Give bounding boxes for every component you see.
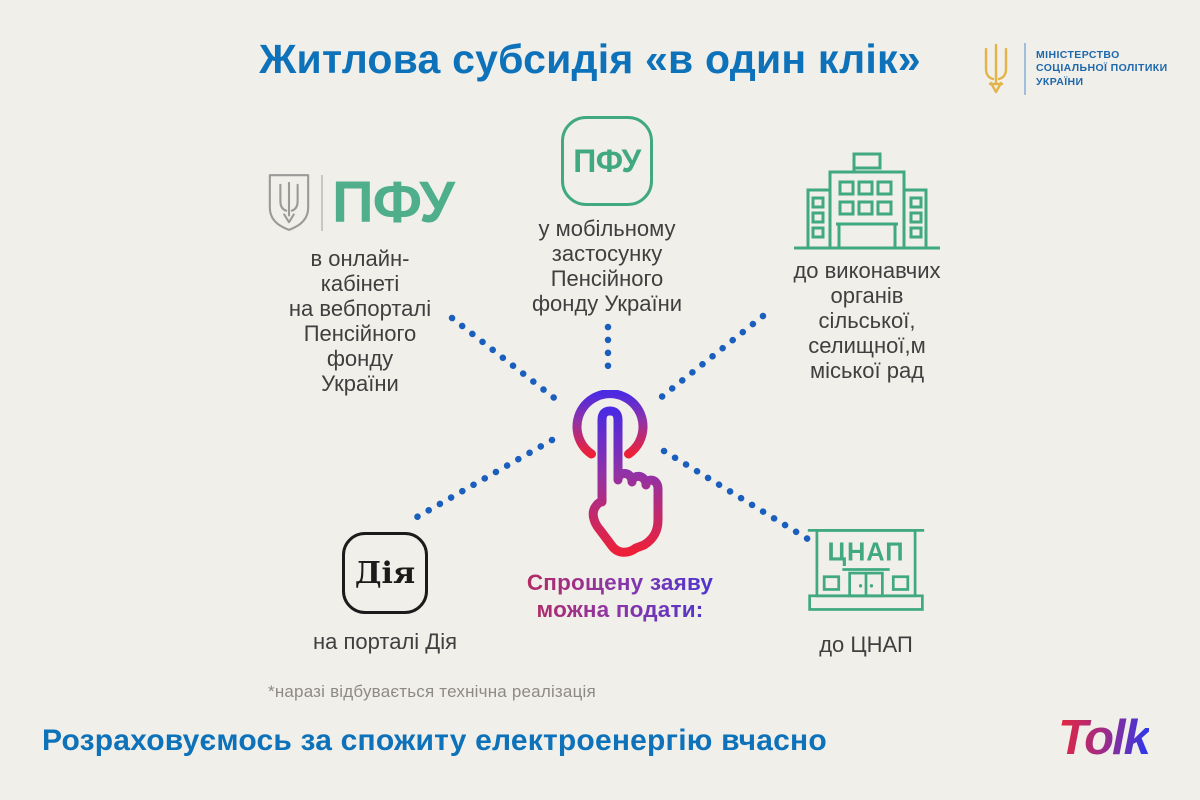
storefront-sign-text: ЦНАП (827, 538, 905, 567)
label-line: застосунку (551, 241, 663, 266)
label-line: України (321, 371, 399, 396)
label-line: Пенсійного (303, 321, 417, 346)
channel-diia-label: на порталі Дія (313, 629, 457, 654)
shield-trident-icon (266, 172, 312, 234)
label-line: кабінеті (320, 271, 400, 296)
connector-line-diia (417, 440, 552, 517)
footer-slogan: Розраховуємось за спожиту електроенергію вчасно (42, 724, 827, 757)
center-heading-line: можна подати: (490, 596, 750, 623)
diia-badge-text: Дія (354, 555, 416, 591)
pfu-logo-divider (321, 175, 323, 231)
ministry-name-line: СОЦІАЛЬНОЇ ПОЛІТИКИ (1036, 62, 1168, 75)
channel-pfu-online (250, 168, 470, 396)
channel-cnap-label: до ЦНАП (819, 632, 913, 657)
channel-diia (300, 532, 470, 654)
label-line: фонду України (531, 291, 683, 316)
ministry-logo (978, 42, 1168, 96)
label-line: сільської, (818, 308, 916, 333)
center-heading-line: Спрощену заяву (490, 569, 750, 596)
channel-pfu-app-label (522, 216, 692, 316)
label-line: фонду (326, 346, 394, 371)
channel-cnap (780, 524, 952, 657)
label-line: на вебпорталі (288, 296, 432, 321)
label-line: органів (830, 283, 904, 308)
government-building-icon (792, 150, 942, 250)
trident-icon (978, 42, 1014, 96)
ministry-divider (1024, 43, 1026, 95)
label-line: міської рад (809, 358, 925, 383)
pfu-wordmark: ПФУ (331, 170, 455, 235)
label-line: в онлайн- (310, 246, 410, 271)
tap-hand-icon (552, 390, 668, 562)
connector-line-executive (659, 316, 763, 399)
ministry-name-line: УКРАЇНИ (1036, 75, 1084, 88)
footnote: *наразі відбувається технічна реалізація (268, 682, 596, 701)
tolk-logo: Tolk (1058, 711, 1149, 765)
label-line: до виконавчих (793, 258, 941, 283)
diia-badge-icon (342, 532, 428, 614)
pfu-logo (250, 168, 470, 238)
app-badge-text: ПФУ (573, 142, 641, 179)
channel-executive-label (782, 258, 952, 383)
app-badge-icon (561, 116, 653, 206)
channel-pfu-online-label (250, 246, 470, 396)
ministry-name (1036, 49, 1168, 90)
center-heading (490, 569, 750, 623)
storefront-icon (802, 524, 930, 624)
label-line: у мобільному (538, 216, 676, 241)
label-line: селищної,м (808, 333, 926, 358)
page-title: Житлова субсидія «в один клік» (259, 36, 921, 82)
label-line: Пенсійного (550, 266, 664, 291)
ministry-name-line: МІНІСТЕРСТВО (1036, 48, 1120, 61)
channel-pfu-app (522, 116, 692, 316)
channel-executive (782, 150, 952, 383)
